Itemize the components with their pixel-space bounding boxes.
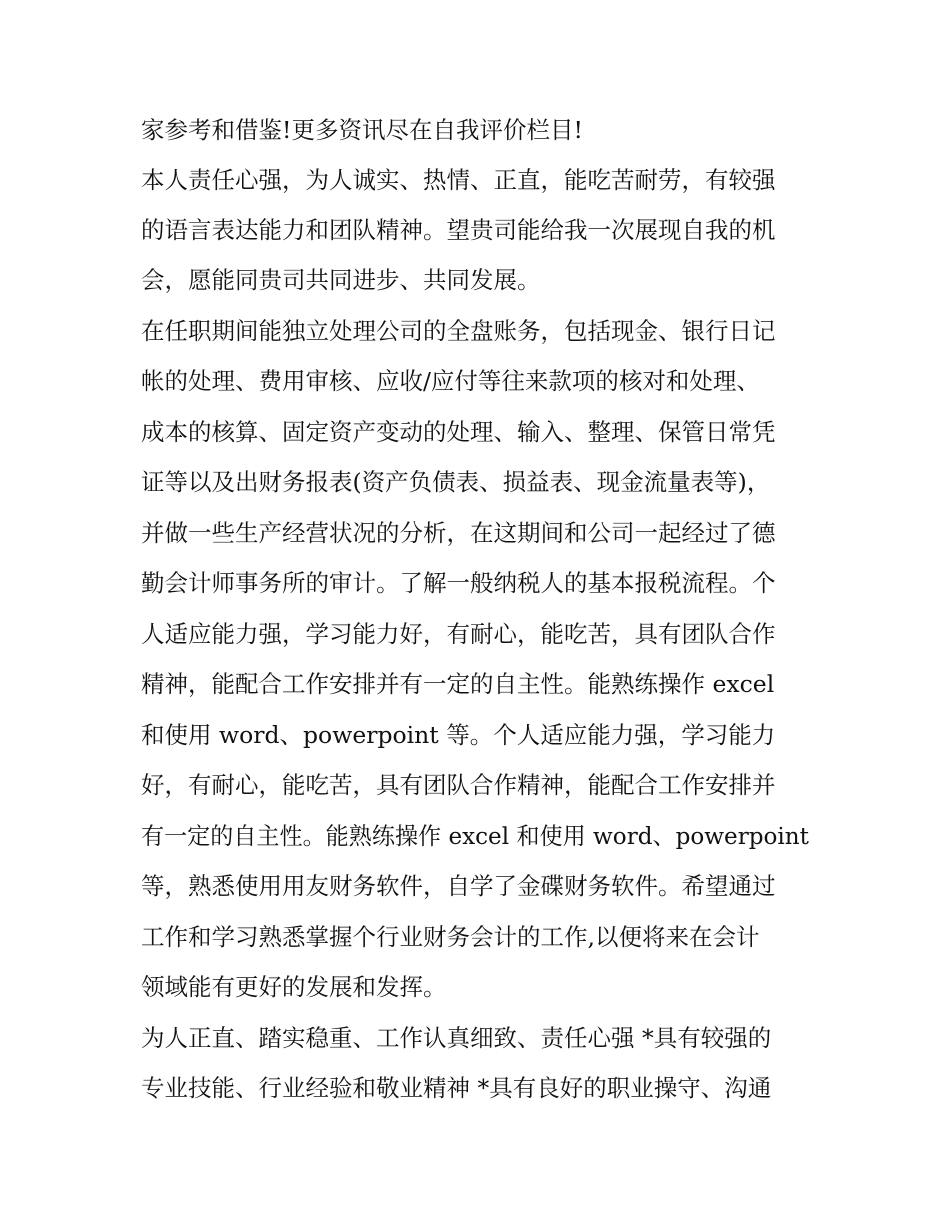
text-line: 和使用 word、powerpoint 等。个人适应能力强，学习能力: [141, 721, 776, 749]
text-line: 有一定的自主性。能熟练操作 excel 和使用 word、powerpoint: [141, 822, 809, 850]
text-line: 为人正直、踏实稳重、工作认真细致、责任心强 *具有较强的: [141, 1024, 772, 1052]
text-line: 并做一些生产经营状况的分析，在这期间和公司一起经过了德: [141, 519, 776, 547]
text-line: 的语言表达能力和团队精神。望贵司能给我一次展现自我的机: [141, 216, 776, 244]
text-line: 领域能有更好的发展和发挥。: [141, 973, 447, 1001]
text-line: 等，熟悉使用用友财务软件，自学了金碟财务软件。希望通过: [141, 872, 776, 900]
text-line: 精神，能配合工作安排并有一定的自主性。能熟练操作 excel: [141, 670, 775, 698]
text-line: 成本的核算、固定资产变动的处理、输入、整理、保管日常凭: [141, 418, 776, 446]
text-line: 家参考和借鉴!更多资讯尽在自我评价栏目!: [141, 116, 583, 144]
text-line: 本人责任心强，为人诚实、热情、正直，能吃苦耐劳，有较强: [141, 166, 776, 194]
text-line: 勤会计师事务所的审计。了解一般纳税人的基本报税流程。个: [141, 569, 776, 597]
text-line: 在任职期间能独立处理公司的全盘账务，包括现金、银行日记: [141, 317, 776, 345]
text-line: 帐的处理、费用审核、应收/应付等往来款项的核对和处理、: [141, 367, 760, 395]
text-line: 工作和学习熟悉掌握个行业财务会计的工作,以便将来在会计: [141, 923, 760, 951]
text-line: 会，愿能同贵司共同进步、共同发展。: [141, 266, 541, 294]
text-line: 证等以及出财务报表(资产负债表、损益表、现金流量表等)，: [141, 468, 771, 496]
text-line: 专业技能、行业经验和敬业精神 *具有良好的职业操守、沟通: [141, 1074, 772, 1102]
text-line: 好，有耐心，能吃苦，具有团队合作精神，能配合工作安排并: [141, 771, 776, 799]
text-line: 人适应能力强，学习能力好，有耐心，能吃苦，具有团队合作: [141, 620, 776, 648]
